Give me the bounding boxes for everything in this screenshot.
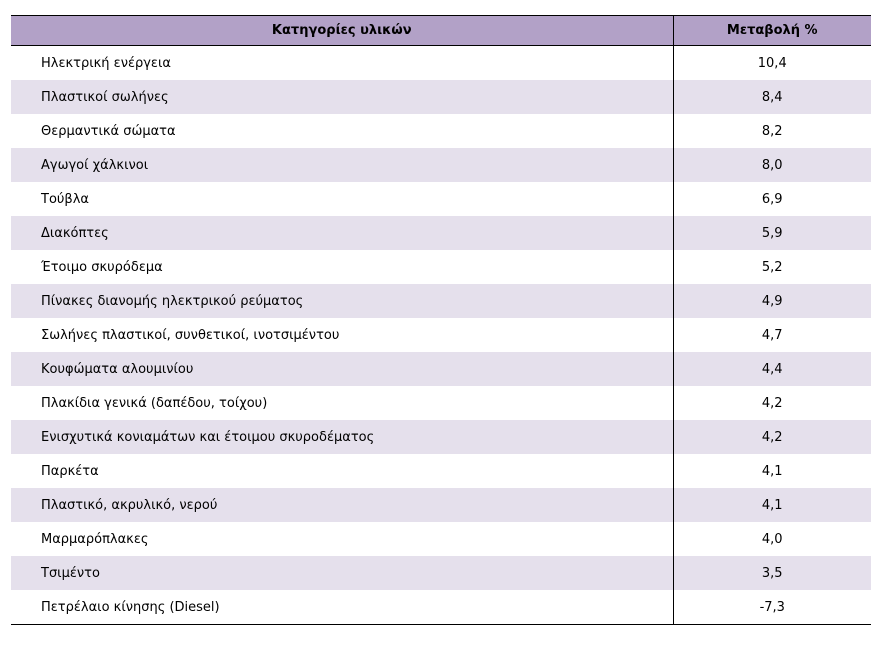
change-percent: 4,2 xyxy=(761,395,783,411)
table-row xyxy=(11,250,871,284)
material-category: Πλαστικό, ακρυλικό, νερού xyxy=(11,488,673,522)
table-row xyxy=(11,420,871,454)
material-category: Τούβλα xyxy=(11,182,673,216)
table-row xyxy=(11,590,871,625)
table-row xyxy=(11,46,871,81)
material-category: Πλακίδια γενικά (δαπέδου, τοίχου) xyxy=(11,386,673,420)
change-percent: 3,5 xyxy=(673,556,871,590)
material-category: Παρκέτα xyxy=(11,454,673,488)
change-percent: 8,2 xyxy=(761,123,783,139)
header-category: Κατηγορίες υλικών xyxy=(11,16,673,46)
change-percent: 5,2 xyxy=(761,259,783,275)
table-body xyxy=(11,46,871,625)
material-category: Πετρέλαιο κίνησης (Diesel) xyxy=(11,590,673,625)
material-category: Τσιμέντο xyxy=(11,556,673,590)
material-category: Έτοιμο σκυρόδεμα xyxy=(11,250,673,284)
material-category: Μαρμαρόπλακες xyxy=(11,522,673,556)
material-category: Διακόπτες xyxy=(11,216,673,250)
table-row xyxy=(11,556,871,590)
table-row xyxy=(11,386,871,420)
change-percent: 4,4 xyxy=(673,352,871,386)
change-percent: 5,9 xyxy=(673,216,871,250)
material-category: Ηλεκτρική ενέργεια xyxy=(11,46,673,81)
table-row xyxy=(11,216,871,250)
change-percent: 4,7 xyxy=(761,327,783,343)
change-percent: -7,3 xyxy=(673,590,871,625)
change-percent: 4,1 xyxy=(761,463,783,479)
change-percent: 8,0 xyxy=(673,148,871,182)
change-percent: 4,0 xyxy=(761,531,783,547)
change-percent: 8,4 xyxy=(673,80,871,114)
table-row xyxy=(11,80,871,114)
change-percent: 10,4 xyxy=(757,55,787,71)
change-percent: 4,1 xyxy=(673,488,871,522)
table-row xyxy=(11,284,871,318)
table-row xyxy=(11,352,871,386)
change-percent: 4,2 xyxy=(673,420,871,454)
material-category: Κουφώματα αλουμινίου xyxy=(11,352,673,386)
table-row xyxy=(11,182,871,216)
table-row xyxy=(11,148,871,182)
material-category: Σωλήνες πλαστικοί, συνθετικοί, ινοτσιμέντου xyxy=(11,318,673,352)
material-category: Ενισχυτικά κονιαμάτων και έτοιμου σκυροδέματος xyxy=(11,420,673,454)
change-percent: 6,9 xyxy=(761,191,783,207)
material-category: Αγωγοί χάλκινοι xyxy=(11,148,673,182)
table-row xyxy=(11,522,871,556)
material-category: Θερμαντικά σώματα xyxy=(11,114,673,148)
table-header-row xyxy=(11,16,871,46)
table-row xyxy=(11,454,871,488)
materials-change-table xyxy=(11,15,871,625)
material-category: Πίνακες διανομής ηλεκτρικού ρεύματος xyxy=(11,284,673,318)
material-category: Πλαστικοί σωλήνες xyxy=(11,80,673,114)
header-change: Μεταβολή % xyxy=(673,16,871,46)
table-row xyxy=(11,488,871,522)
table-row xyxy=(11,318,871,352)
change-percent: 4,9 xyxy=(673,284,871,318)
table-row xyxy=(11,114,871,148)
